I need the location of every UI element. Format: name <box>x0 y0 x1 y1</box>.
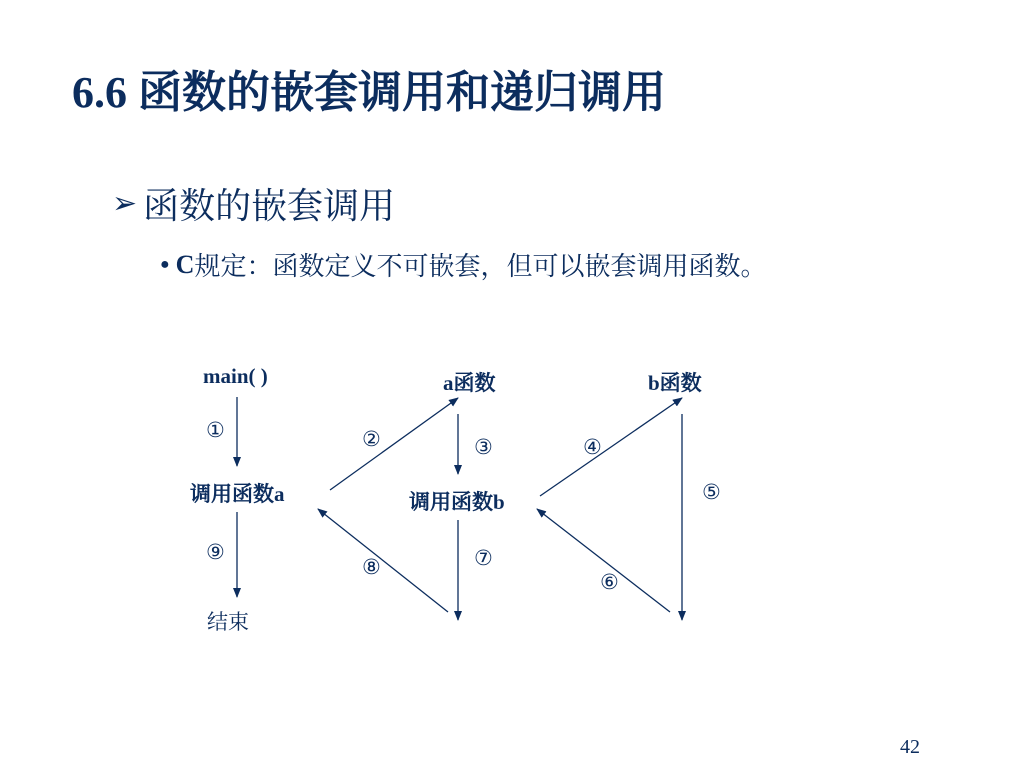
step-6-label: ⑥ <box>600 570 619 594</box>
subheading-text: 函数的嵌套调用 <box>143 186 396 226</box>
step-3-label: ③ <box>474 435 493 459</box>
call-a-label: 调用函数a <box>190 482 285 506</box>
function-b-label: b函数 <box>648 371 702 395</box>
arrow-step-6 <box>537 509 670 612</box>
bullet-text: 规定：函数定义不可嵌套，但可以嵌套调用函数。 <box>194 252 767 281</box>
main-label: main( ) <box>203 364 268 388</box>
arrow-step-8 <box>318 509 448 612</box>
bullet-lead: C <box>175 249 195 279</box>
function-a-label: a函数 <box>443 371 496 395</box>
step-5-label: ⑤ <box>702 480 721 504</box>
step-4-label: ④ <box>583 435 602 459</box>
bullet-dot-icon: ● <box>160 255 170 273</box>
arrow-bullet-icon: ➢ <box>112 187 138 220</box>
slide-title: 6.6 函数的嵌套调用和递归调用 <box>72 68 666 117</box>
step-9-label: ⑨ <box>206 540 225 564</box>
arrow-step-2 <box>330 398 458 490</box>
step-8-label: ⑧ <box>362 555 381 579</box>
arrow-step-4 <box>540 398 682 496</box>
call-b-label: 调用函数b <box>409 490 505 514</box>
step-7-label: ⑦ <box>474 546 493 570</box>
end-label: 结束 <box>207 610 249 634</box>
step-1-label: ① <box>206 418 225 442</box>
step-2-label: ② <box>362 427 381 451</box>
page-number: 42 <box>900 736 920 758</box>
